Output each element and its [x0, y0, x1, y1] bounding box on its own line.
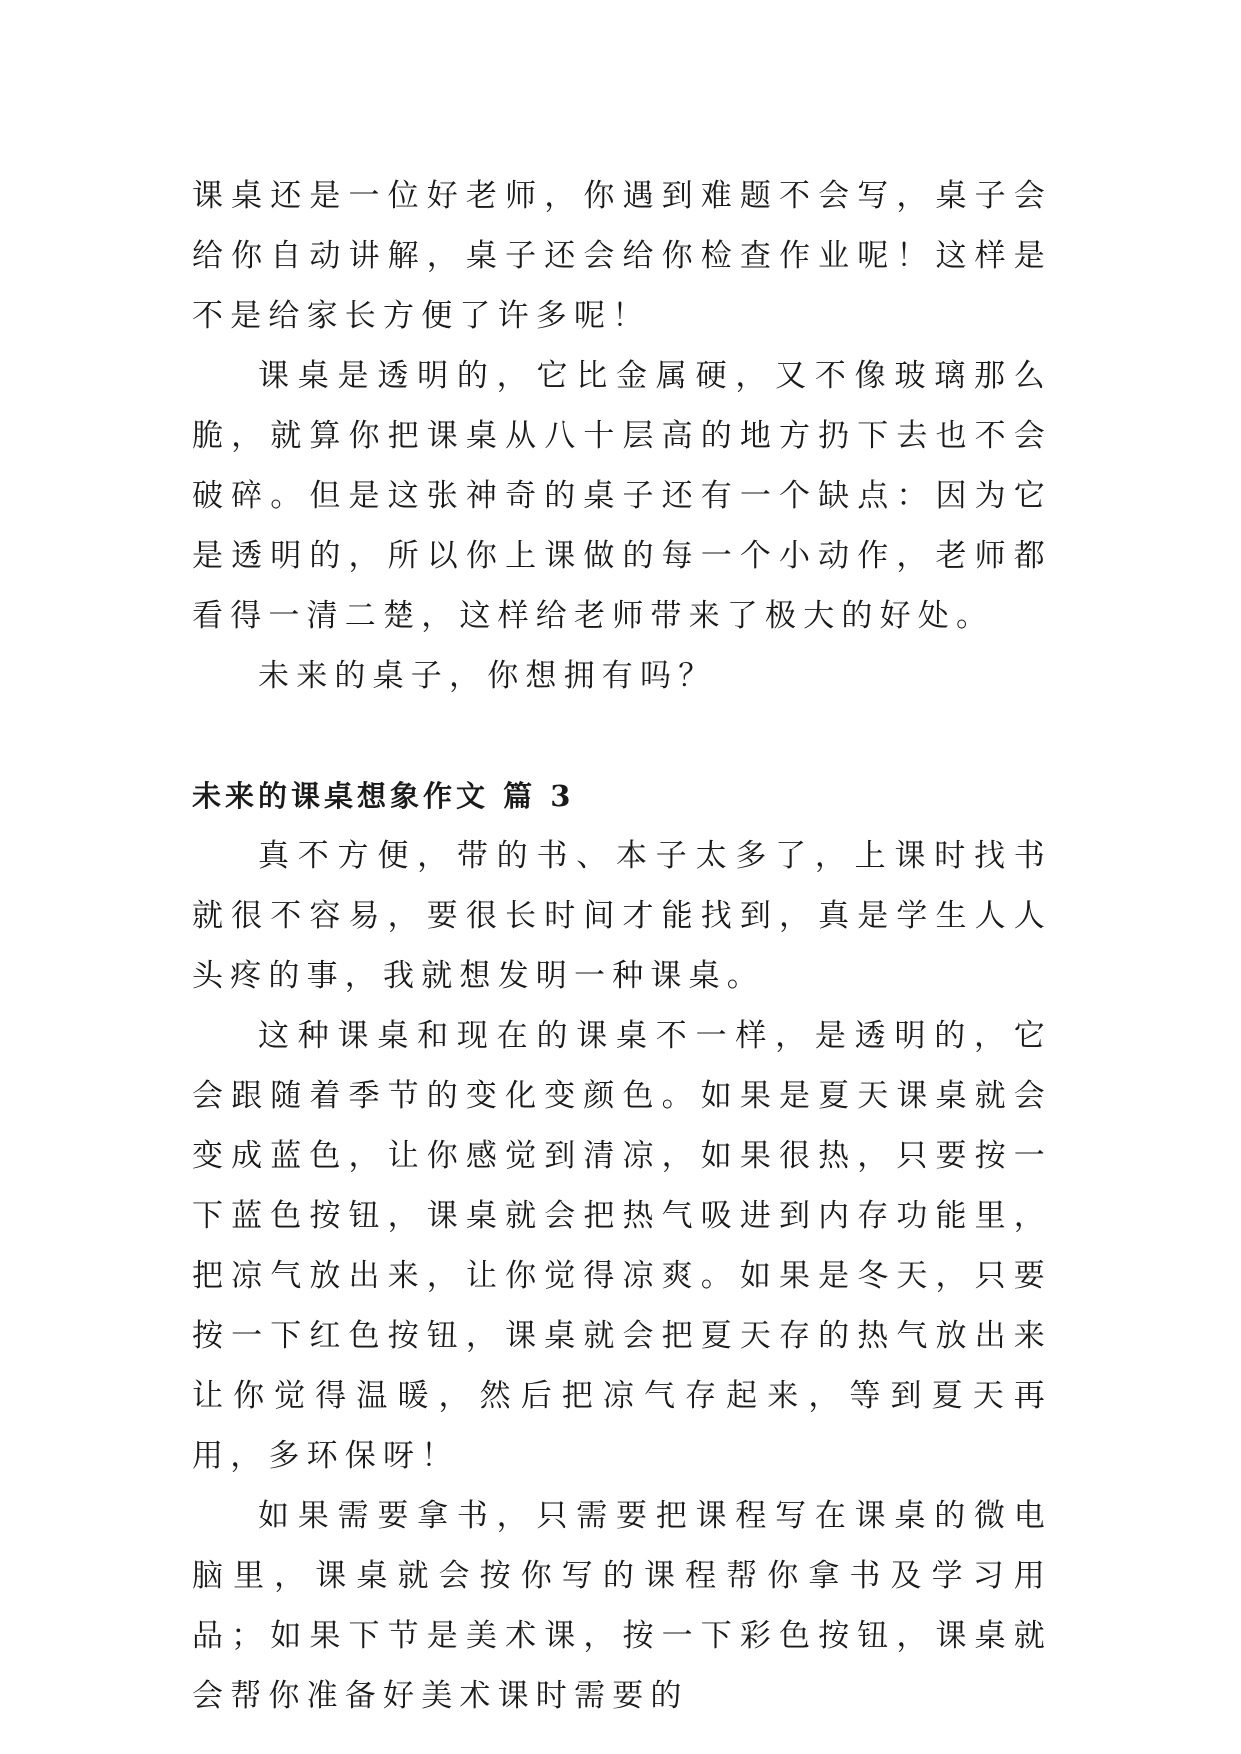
- paragraph-4: 真不方便，带的书、本子太多了，上课时找书就很不容易，要很长时间才能找到，真是学生人人头疼的事，我就想发明一种课桌。: [192, 838, 1052, 994]
- document-page: [192, 166, 1052, 1726]
- paragraph-5: 这种课桌和现在的课桌不一样，是透明的，它会跟随着季节的变化变颜色。如果是夏天课桌就会变成蓝色，让你感觉到清凉，如果很热，只要按一下蓝色按钮，课桌就会把热气吸进到内存功能里，把凉气放出来，让你觉得凉爽。如果是冬天，只要按一下红色按钮，课桌就会把夏天存的热气放出来让你觉得温暖，然后把凉气存起来，等到夏天再用，多环保呀！: [192, 1018, 1052, 1474]
- paragraph-1: 课桌还是一位好老师，你遇到难题不会写，桌子会给你自动讲解，桌子还会给你检查作业呢！这样是不是给家长方便了许多呢！: [192, 178, 1052, 334]
- paragraph-6: 如果需要拿书，只需要把课程写在课桌的微电脑里，课桌就会按你写的课程帮你拿书及学习用品；如果下节是美术课，按一下彩色按钮，课桌就会帮你准备好美术课时需要的: [192, 1498, 1052, 1714]
- paragraph-2: 课桌是透明的，它比金属硬，又不像玻璃那么脆，就算你把课桌从八十层高的地方扔下去也不会破碎。但是这张神奇的桌子还有一个缺点：因为它是透明的，所以你上课做的每一个小动作，老师都看得一清二楚，这样给老师带来了极大的好处。: [192, 358, 1052, 634]
- paragraph-3: 未来的桌子，你想拥有吗？: [258, 658, 717, 694]
- section-heading: 未来的课桌想象作文 篇 3: [192, 779, 575, 813]
